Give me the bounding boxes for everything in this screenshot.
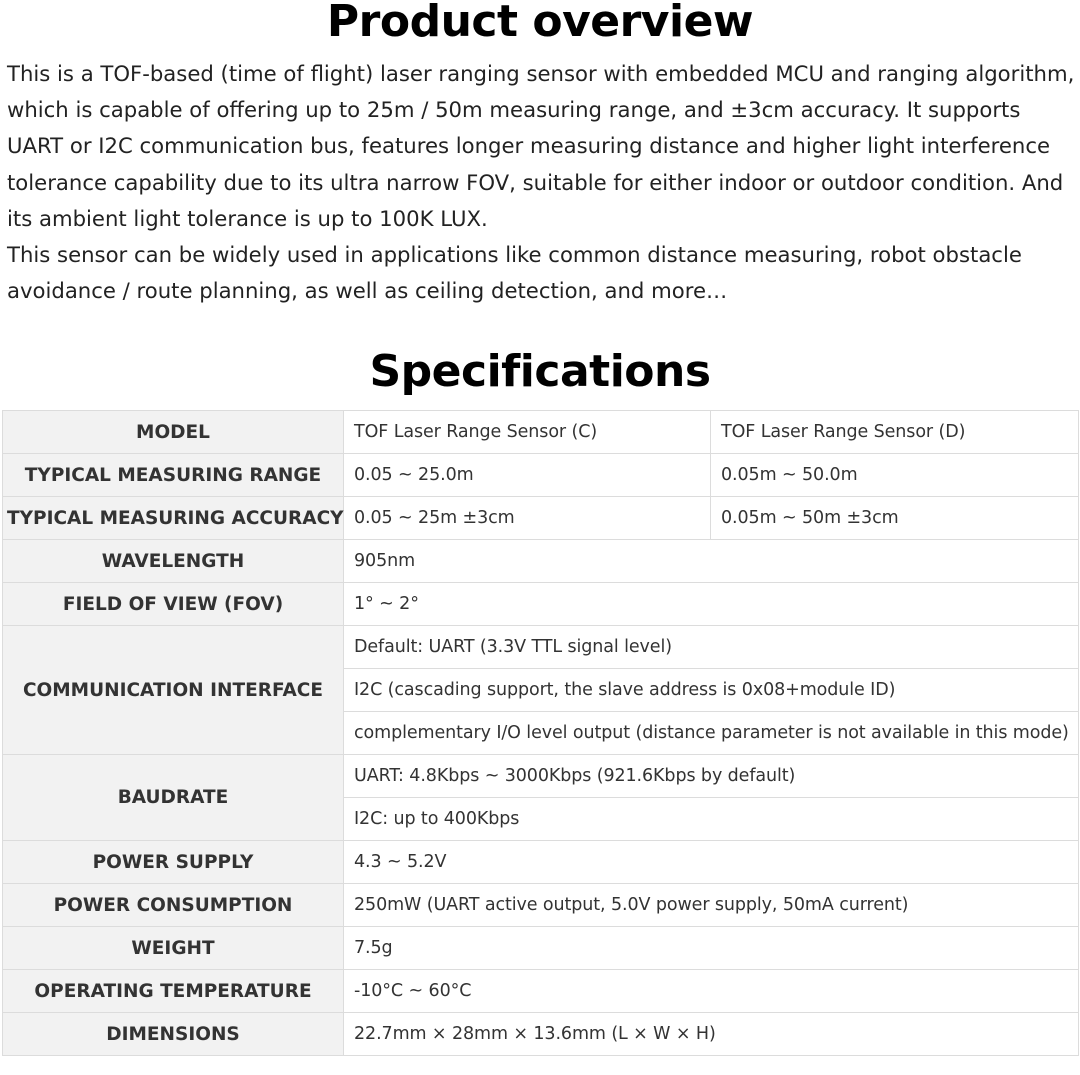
spec-row-dimensions	[3, 1013, 1079, 1056]
spec-row-accuracy	[3, 497, 1079, 540]
spec-label: FIELD OF VIEW (FOV)	[3, 583, 344, 626]
spec-row-baudrate	[3, 755, 1079, 798]
spec-value-accuracy-c: 0.05 ~ 25m ±3cm	[344, 497, 711, 540]
spec-label: POWER CONSUMPTION	[3, 884, 344, 927]
specifications-title: Specifications	[369, 346, 711, 397]
spec-label: WAVELENGTH	[3, 540, 344, 583]
spec-row-fov	[3, 583, 1079, 626]
spec-value-weight: 7.5g	[344, 927, 1079, 970]
spec-row-weight	[3, 927, 1079, 970]
spec-value-power-supply: 4.3 ~ 5.2V	[344, 841, 1079, 884]
spec-value-baudrate: UART: 4.8Kbps ~ 3000Kbps (921.6Kbps by default)	[344, 755, 1079, 798]
spec-row-model	[3, 411, 1079, 454]
spec-value-range-d: 0.05m ~ 50.0m	[711, 454, 1079, 497]
spec-label: WEIGHT	[3, 927, 344, 970]
spec-value-model-d: TOF Laser Range Sensor (D)	[711, 411, 1079, 454]
spec-value-power-consumption: 250mW (UART active output, 5.0V power supply, 50mA current)	[344, 884, 1079, 927]
spec-value-baudrate: I2C: up to 400Kbps	[344, 798, 1079, 841]
spec-value-range-c: 0.05 ~ 25.0m	[344, 454, 711, 497]
spec-row-power-supply	[3, 841, 1079, 884]
spec-label: COMMUNICATION INTERFACE	[3, 626, 344, 755]
spec-row-interface	[3, 626, 1079, 669]
overview-text	[7, 56, 1075, 309]
spec-row-range	[3, 454, 1079, 497]
spec-value-interface: Default: UART (3.3V TTL signal level)	[344, 626, 1079, 669]
spec-label: TYPICAL MEASURING RANGE	[3, 454, 344, 497]
spec-value-accuracy-d: 0.05m ~ 50m ±3cm	[711, 497, 1079, 540]
specifications-table	[2, 410, 1079, 1056]
overview-title: Product overview	[326, 0, 754, 47]
spec-value-interface: complementary I/O level output (distance parameter is not available in this mode)	[344, 712, 1079, 755]
spec-label: POWER SUPPLY	[3, 841, 344, 884]
overview-paragraph: This is a TOF-based (time of flight) laser ranging sensor with embedded MCU and ranging algorithm, which is capable of offering up to 25m / 50m measuring range, and ±3cm accuracy. It supports UART or I2C communication bus, features longer measuring distance and higher light interference tolerance capability due to its ultra narrow FOV, suitable for either indoor or outdoor condition. And its ambient light tolerance is up to 100K LUX.	[7, 61, 1075, 231]
spec-value-wavelength: 905nm	[344, 540, 1079, 583]
overview-paragraph: This sensor can be widely used in applications like common distance measuring, robot obstacle avoidance / route planning, as well as ceiling detection, and more…	[7, 242, 1022, 304]
spec-value-interface: I2C (cascading support, the slave address is 0x08+module ID)	[344, 669, 1079, 712]
spec-label: BAUDRATE	[3, 755, 344, 841]
spec-value-dimensions: 22.7mm × 28mm × 13.6mm (L × W × H)	[344, 1013, 1079, 1056]
spec-row-temperature	[3, 970, 1079, 1013]
spec-label: TYPICAL MEASURING ACCURACY	[3, 497, 344, 540]
spec-value-fov: 1° ~ 2°	[344, 583, 1079, 626]
spec-label: DIMENSIONS	[3, 1013, 344, 1056]
spec-value-temperature: -10°C ~ 60°C	[344, 970, 1079, 1013]
spec-row-power-consumption	[3, 884, 1079, 927]
spec-value-model-c: TOF Laser Range Sensor (C)	[344, 411, 711, 454]
spec-row-wavelength	[3, 540, 1079, 583]
spec-label: OPERATING TEMPERATURE	[3, 970, 344, 1013]
spec-label: MODEL	[3, 411, 344, 454]
